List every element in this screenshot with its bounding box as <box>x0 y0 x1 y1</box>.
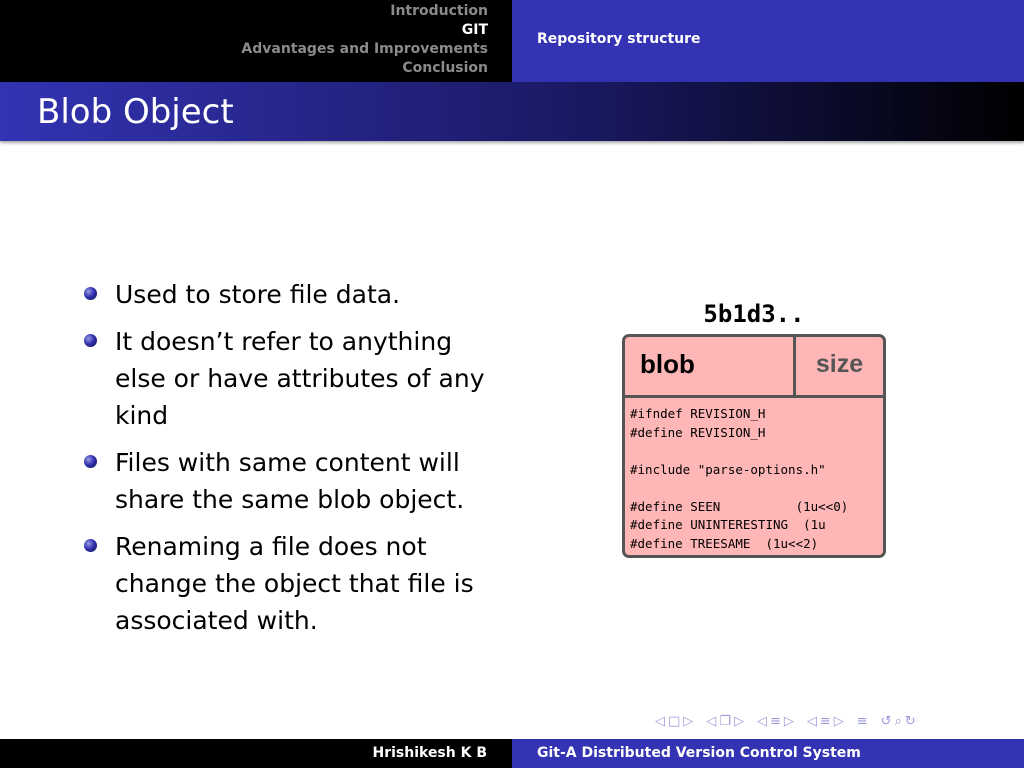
nav-next-subsection-icon[interactable]: ▷ <box>783 714 794 729</box>
back-icon[interactable]: ↺ <box>880 714 892 729</box>
nav-subsection-repository-structure[interactable]: Repository structure <box>537 31 701 47</box>
nav-prev-section-icon[interactable]: ◁ <box>806 714 817 729</box>
bullet-item <box>84 323 504 434</box>
nav-prev-frame-icon[interactable]: ◁ <box>706 714 717 729</box>
bullet-item <box>84 276 504 313</box>
document-icon[interactable]: ≡ <box>856 714 868 729</box>
footer-author-bar <box>0 739 512 768</box>
footer-author: Hrishikesh K B <box>372 745 487 761</box>
footer-title-bar <box>512 739 1024 768</box>
nav-prev-subsection-icon[interactable]: ◁ <box>756 714 767 729</box>
nav-section-git[interactable]: GIT <box>461 22 488 38</box>
frame-icon[interactable]: ❐ <box>719 714 731 729</box>
section-navigation <box>0 0 512 82</box>
bullet-icon <box>84 539 97 552</box>
bullet-item <box>84 444 504 518</box>
nav-next-section-icon[interactable]: ▷ <box>833 714 844 729</box>
frame-title-bar <box>0 82 1024 141</box>
section-icon[interactable]: ≡ <box>819 714 831 729</box>
blob-content-code: #ifndef REVISION_H #define REVISION_H #include "parse-options.h" #define SEEN (1u<<0) #define UNINTERESTING (1u #define TREESAME (1u<<2) <box>630 406 849 551</box>
blob-hash-label: 5b1d3.. <box>703 300 805 328</box>
blob-size-label: size <box>815 350 864 378</box>
footer-title: Git-A Distributed Version Control System <box>537 745 861 761</box>
subsection-navigation <box>512 0 1024 82</box>
blob-type-label: blob <box>640 349 695 379</box>
nav-section-introduction[interactable]: Introduction <box>390 3 488 19</box>
section-list <box>241 2 488 78</box>
nav-section-advantages[interactable]: Advantages and Improvements <box>241 41 488 57</box>
subsection-icon[interactable]: ≡ <box>769 714 781 729</box>
blob-object-diagram <box>622 334 886 558</box>
bullet-text: Files with same content will share the same blob object. <box>115 448 465 514</box>
bullet-text: It doesn’t refer to anything else or have attributes of any kind <box>115 327 485 430</box>
beamer-navigation-symbols <box>655 714 919 734</box>
bullet-icon <box>84 287 97 300</box>
nav-prev-slide-icon[interactable]: ◁ <box>655 714 665 729</box>
bullet-text: Used to store file data. <box>115 280 401 309</box>
slide-icon[interactable]: □ <box>668 714 681 729</box>
nav-section-conclusion[interactable]: Conclusion <box>402 60 488 76</box>
bullet-list <box>84 276 504 649</box>
forward-icon[interactable]: ↻ <box>904 714 916 729</box>
nav-next-frame-icon[interactable]: ▷ <box>733 714 744 729</box>
bullet-item <box>84 528 504 639</box>
search-icon[interactable]: ⌕ <box>894 714 902 729</box>
bullet-icon <box>84 334 97 347</box>
bullet-icon <box>84 455 97 468</box>
slide-title: Blob Object <box>37 92 234 132</box>
blob-header <box>625 337 883 398</box>
nav-next-slide-icon[interactable]: ▷ <box>683 714 694 729</box>
bullet-text: Renaming a file does not change the object that file is associated with. <box>115 532 474 635</box>
